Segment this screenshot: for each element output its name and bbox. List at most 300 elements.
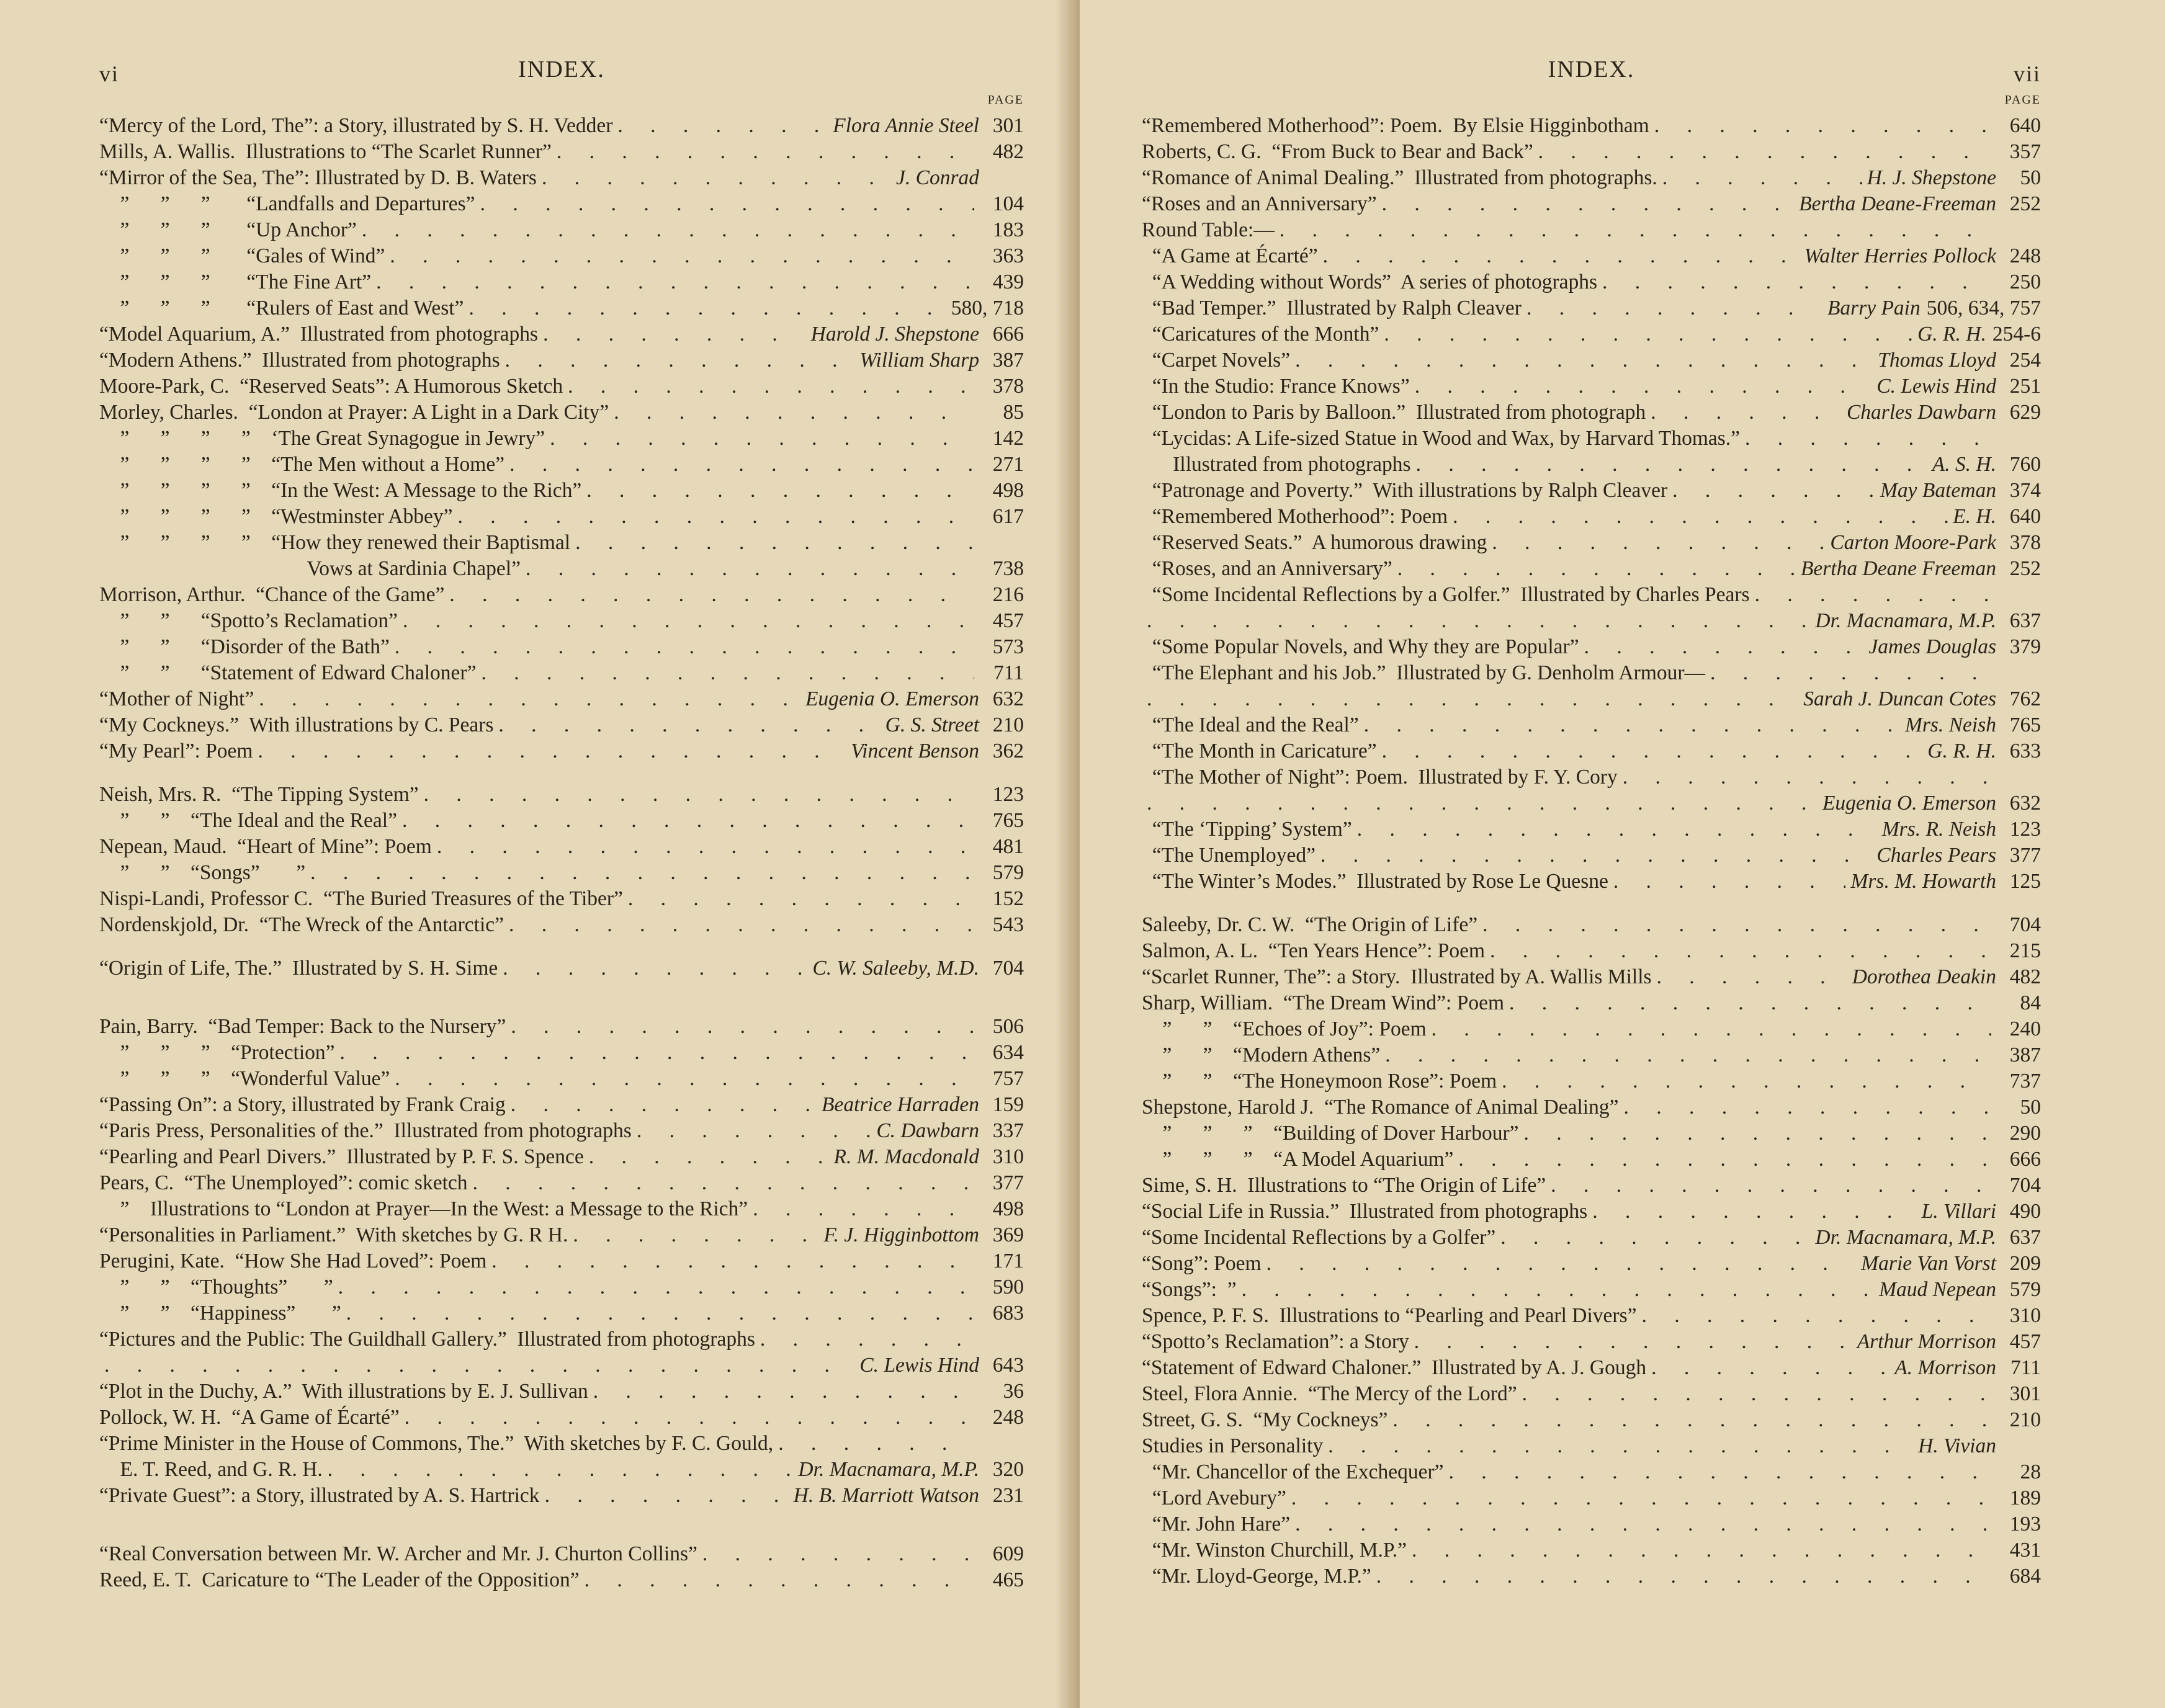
entry-title: Steel, Flora Annie. “The Mercy of the Lord” [1142, 1382, 1517, 1405]
entry-page-number: 711 [993, 661, 1024, 684]
entry-title: “Personalities in Parliament.” With sketches by G. R H. [99, 1223, 568, 1246]
index-entry [1142, 165, 2041, 191]
entry-author: Thomas Lloyd [1878, 349, 1996, 372]
index-entry [99, 321, 1024, 347]
page-folio: vi [99, 61, 120, 86]
section-gap [1142, 895, 2041, 912]
entry-title: “Passing On”: a Story, illustrated by Frank Craig [99, 1093, 506, 1116]
index-entry [99, 504, 1024, 530]
leader-dots [1745, 426, 1991, 452]
entry-title: “Model Aquarium, A.” Illustrated from photographs [99, 323, 539, 346]
entry-page-number: 506, 634, 757 [1926, 297, 2041, 320]
index-entry [99, 1170, 1024, 1196]
entry-page-number: 684 [2009, 1565, 2041, 1588]
entry-page-number: 362 [992, 740, 1024, 762]
entry-page-number: 193 [2009, 1513, 2041, 1536]
entry-page-number: 666 [992, 323, 1024, 346]
index-entry [99, 834, 1024, 860]
section-gap [99, 938, 1024, 955]
entry-page-number: 369 [992, 1223, 1024, 1246]
index-entry [99, 400, 1024, 426]
entry-title: “Pictures and the Public: The Guildhall Gallery.” Illustrated from photographs [99, 1328, 755, 1351]
index-entry [99, 738, 1024, 764]
entry-page-number: 632 [992, 687, 1024, 710]
entry-page-number: 337 [992, 1119, 1024, 1142]
index-entry [1142, 295, 2041, 321]
leader-dots [403, 608, 974, 634]
leader-dots [1651, 400, 1842, 426]
index-entry [99, 912, 1024, 938]
entry-title: ” ” ” ” ‘The Great Synagogue in Jewry” [99, 427, 545, 450]
entry-page-number: 252 [2009, 557, 2041, 580]
section-gap [99, 764, 1024, 782]
leader-dots [1492, 530, 1825, 556]
index-entry [1142, 582, 2041, 608]
leader-dots [1280, 217, 1991, 243]
entry-page-number: 183 [992, 218, 1024, 241]
entry-page-number: 171 [992, 1250, 1024, 1272]
index-entry [99, 243, 1024, 269]
entry-title: ” ” “The Honeymoon Rose”: Poem [1142, 1070, 1497, 1093]
entry-page-number: 737 [2009, 1070, 2041, 1093]
leader-dots [1357, 816, 1877, 843]
entry-page-number: 28 [2020, 1460, 2041, 1483]
entry-title: ” ” ” “The Fine Art” [99, 271, 372, 293]
index-entry [1142, 660, 2041, 686]
leader-dots [1432, 1016, 1991, 1042]
index-entry [1142, 1042, 2041, 1068]
leader-dots [481, 660, 974, 686]
index-entry [99, 634, 1024, 660]
entry-title: “Patronage and Poverty.” With illustrations by Ralph Cleaver [1142, 479, 1668, 502]
entry-title: “Origin of Life, The.” Illustrated by S. H. Sime [99, 957, 498, 980]
leader-dots [1482, 912, 1991, 938]
entry-page-number: 210 [2009, 1408, 2041, 1431]
index-entry [99, 530, 1024, 556]
entry-page-number: 457 [2009, 1330, 2041, 1353]
index-entry [99, 1274, 1024, 1300]
entry-title: “Carpet Novels” [1142, 349, 1291, 372]
entry-title: Moore-Park, C. “Reserved Seats”: A Humorous Sketch [99, 375, 563, 398]
leader-dots [338, 1274, 974, 1300]
entry-page-number: 482 [2009, 965, 2041, 988]
entry-title: “Paris Press, Personalities of the.” Illustrated from photographs [99, 1119, 632, 1142]
index-entry [99, 1541, 1024, 1567]
leader-dots [1523, 1120, 1991, 1147]
entry-page-number: 573 [992, 635, 1024, 658]
leader-dots [1382, 191, 1795, 217]
index-entry [99, 860, 1024, 886]
leader-dots [424, 782, 974, 808]
entry-title: Vows at Sardinia Chapel” [99, 557, 521, 580]
leader-dots [545, 1483, 789, 1509]
index-entry [99, 478, 1024, 504]
entry-title: “Statement of Edward Chaloner.” Illustrated by A. J. Gough [1142, 1356, 1647, 1379]
index-entry [1142, 1407, 2041, 1433]
entry-author: Carton Moore-Park [1830, 531, 1996, 554]
index-entry [99, 712, 1024, 738]
entry-title: Round Table:— [1142, 218, 1275, 241]
leader-dots [1458, 1147, 1991, 1173]
leader-dots [1672, 478, 1875, 504]
index-entry [99, 165, 1024, 191]
leader-dots [1242, 1277, 1875, 1303]
index-entry [1142, 1303, 2041, 1329]
entry-title: “Remembered Motherhood”: Poem [1142, 505, 1448, 528]
entry-title: “Romance of Animal Dealing.” Illustrated from photographs. [1142, 166, 1657, 189]
index-entry [1142, 1277, 2041, 1303]
index-entry [1142, 1173, 2041, 1199]
index-entry [99, 191, 1024, 217]
running-head [99, 56, 1024, 93]
leader-dots [1641, 1303, 1991, 1329]
entry-title: “Mr. Chancellor of the Exchequer” [1142, 1460, 1444, 1483]
index-entry [1142, 634, 2041, 660]
leader-dots [390, 243, 974, 269]
entry-page-number: 633 [2009, 740, 2041, 762]
entry-page-number: 704 [992, 957, 1024, 980]
index-entries [99, 113, 1024, 1593]
index-entry [1142, 1485, 2041, 1511]
entry-author: Vincent Benson [851, 740, 979, 762]
leader-dots [550, 426, 974, 452]
entry-title: “My Cockneys.” With illustrations by C. Pears [99, 713, 494, 736]
index-entry [1142, 1120, 2041, 1147]
index-entry [99, 1457, 1024, 1483]
leader-dots [1551, 1173, 1991, 1199]
entry-page-number: 123 [992, 783, 1024, 806]
entry-author: Mrs. R. Neish [1881, 818, 1996, 841]
entry-title: Neish, Mrs. R. “The Tipping System” [99, 783, 419, 806]
entry-title: “The Mother of Night”: Poem. Illustrated by F. Y. Cory [1142, 766, 1618, 789]
leader-dots [1416, 452, 1927, 478]
index-entry [1142, 478, 2041, 504]
leader-dots [585, 1567, 974, 1593]
leader-dots [395, 634, 974, 660]
entry-title: “Remembered Motherhood”: Poem. By Elsie Higginbotham [1142, 114, 1649, 137]
index-entries [1142, 113, 2041, 1590]
entry-page-number: 632 [2009, 792, 2041, 815]
entry-author: C. Lewis Hind [1876, 375, 1996, 398]
entry-title: Morley, Charles. “London at Prayer: A Light in a Dark City” [99, 401, 609, 424]
index-entry [1142, 243, 2041, 269]
entry-page-number: 310 [992, 1145, 1024, 1168]
entry-title: “Bad Temper.” Illustrated by Ralph Cleaver [1142, 297, 1522, 320]
page-column-label: PAGE [987, 93, 1024, 107]
leader-dots [1538, 139, 1991, 165]
entry-title: “The Month in Caricature” [1142, 740, 1377, 762]
leader-dots [328, 1457, 794, 1483]
leader-dots [259, 686, 800, 712]
entry-title: ” ” “The Ideal and the Real” [99, 809, 397, 832]
entry-author: William Sharp [859, 349, 979, 372]
index-entry [1142, 1016, 2041, 1042]
index-entry [99, 808, 1024, 834]
leader-dots [1414, 1329, 1852, 1355]
entry-title: “Reserved Seats.” A humorous drawing [1142, 531, 1487, 554]
index-entry [99, 1196, 1024, 1222]
entry-page-number: 84 [2020, 991, 2041, 1014]
entry-title: “Scarlet Runner, The”: a Story. Illustrated by A. Wallis Mills [1142, 965, 1652, 988]
leader-dots [557, 139, 974, 165]
entry-page-number: 762 [2009, 687, 2041, 710]
leader-dots [376, 269, 974, 295]
leader-dots [1147, 790, 1818, 816]
entry-page-number: 738 [992, 557, 1024, 580]
entry-page-number: 250 [2009, 271, 2041, 293]
entry-author: Harold J. Shepstone [810, 323, 979, 346]
entry-page-number: 85 [1003, 401, 1024, 424]
entry-page-number: 377 [2009, 844, 2041, 867]
entry-title: Shepstone, Harold J. “The Romance of Animal Dealing” [1142, 1096, 1619, 1119]
entry-author: Mrs. M. Howarth [1850, 870, 1996, 893]
entry-author: Dr. Macnamara, M.P. [798, 1458, 979, 1481]
entry-title: “Mr. Winston Churchill, M.P.” [1142, 1539, 1407, 1562]
entry-author: Beatrice Harraden [822, 1093, 979, 1116]
entry-page-number: 378 [2009, 531, 2041, 554]
entry-title: Street, G. S. “My Cockneys” [1142, 1408, 1388, 1431]
entry-title: ” ” ” “Protection” [99, 1041, 335, 1064]
leader-dots [1522, 1381, 1991, 1407]
entry-title: ” ” “Echoes of Joy”: Poem [1142, 1017, 1427, 1040]
leader-dots [1376, 1563, 1991, 1590]
leader-dots [340, 1040, 974, 1066]
leader-dots [1602, 269, 1991, 295]
entry-title: “Lycidas: A Life-sized Statue in Wood and Wax, by Harvard Thomas.” [1142, 427, 1741, 450]
entry-author: Walter Herries Pollock [1804, 244, 1996, 267]
leader-dots [1147, 608, 1810, 634]
leader-dots [568, 373, 974, 400]
entry-page-number: 320 [992, 1458, 1024, 1481]
entry-title: ” ” ” “Up Anchor” [99, 218, 357, 241]
entry-author: Eugenia O. Emerson [1822, 792, 1996, 815]
entry-title: “Lord Avebury” [1142, 1487, 1286, 1509]
entry-title: “Plot in the Duchy, A.” With illustrations by E. J. Sullivan [99, 1380, 588, 1403]
index-entry [99, 660, 1024, 686]
index-entry [99, 1222, 1024, 1248]
index-entry [1142, 1147, 2041, 1173]
entry-author: Eugenia O. Emerson [805, 687, 979, 710]
leader-dots [628, 886, 974, 912]
leader-dots [589, 1144, 829, 1170]
index-entry [1142, 1381, 2041, 1407]
entry-title: ” ” ” ” “Westminster Abbey” [99, 505, 453, 528]
entry-title: Studies in Personality [1142, 1434, 1324, 1457]
leader-dots [637, 1118, 872, 1144]
index-entry [99, 782, 1024, 808]
entry-title: Pears, C. “The Unemployed”: comic sketch [99, 1171, 468, 1194]
entry-page-number: 704 [2009, 913, 2041, 936]
entry-title: Morrison, Arthur. “Chance of the Game” [99, 583, 445, 606]
entry-title: Nispi-Landi, Professor C. “The Buried Treasures of the Tiber” [99, 887, 623, 910]
entry-page-number: 765 [992, 809, 1024, 832]
index-entry [1142, 1068, 2041, 1094]
entry-page-number: 439 [992, 271, 1024, 293]
entry-title: “My Pearl”: Poem [99, 740, 253, 762]
entry-page-number: 231 [992, 1484, 1024, 1507]
index-entry [99, 1405, 1024, 1431]
entry-title: ” ” ” “Gales of Wind” [99, 244, 385, 267]
leader-dots [614, 400, 974, 426]
entry-title: ” ” ” “Rulers of East and West” [99, 297, 464, 320]
leader-dots [1364, 712, 1900, 738]
entry-page-number: 609 [992, 1542, 1024, 1565]
index-entry [1142, 938, 2041, 964]
index-entry [99, 217, 1024, 243]
entry-page-number: 310 [2009, 1304, 2041, 1327]
leader-dots [542, 165, 891, 191]
entry-page-number: 431 [2009, 1539, 2041, 1562]
entry-page-number: 271 [992, 453, 1024, 476]
leader-dots [473, 1170, 974, 1196]
entry-author: Mrs. Neish [1904, 713, 1996, 736]
index-entry [1142, 990, 2041, 1016]
leader-dots [1613, 869, 1846, 895]
entry-title: Perugini, Kate. “How She Had Loved”: Poem [99, 1250, 487, 1272]
index-entry [1142, 452, 2041, 478]
leader-dots [1320, 843, 1871, 869]
right-page [1080, 0, 2165, 1708]
index-entry [99, 1248, 1024, 1274]
page-title: INDEX. [1548, 56, 1635, 83]
entry-title: ” ” “Happiness” ” [99, 1302, 341, 1325]
entry-page-number: 378 [992, 375, 1024, 398]
index-entry [99, 113, 1024, 139]
leader-dots [1147, 686, 1798, 712]
leader-dots [505, 347, 855, 373]
index-entry [99, 582, 1024, 608]
index-entry [1142, 816, 2041, 843]
leader-dots [1415, 373, 1872, 400]
entry-page-number: 290 [2009, 1122, 2041, 1145]
entry-page-number: 457 [992, 609, 1024, 632]
leader-dots [402, 808, 974, 834]
leader-dots [778, 1431, 974, 1457]
entry-author: Dr. Macnamara, M.P. [1815, 609, 1996, 632]
entry-page-number: 711 [2010, 1356, 2041, 1379]
entry-page-number: 142 [992, 427, 1024, 450]
entry-author: F. J. Higginbottom [823, 1223, 979, 1246]
entry-title: Roberts, C. G. “From Buck to Bear and Back” [1142, 140, 1533, 163]
leader-dots [395, 1066, 974, 1092]
entry-page-number: 254 [2009, 349, 2041, 372]
entry-title: Saleeby, Dr. C. W. “The Origin of Life” [1142, 913, 1478, 936]
leader-dots [1654, 113, 1991, 139]
leader-dots [1500, 1225, 1810, 1251]
entry-author: Sarah J. Duncan Cotes [1803, 687, 1996, 710]
leader-dots [480, 191, 974, 217]
leader-dots [449, 582, 974, 608]
entry-author: A. S. H. [1932, 453, 1996, 476]
leader-dots [1323, 243, 1800, 269]
entry-title: “The ‘Tipping’ System” [1142, 818, 1352, 841]
leader-dots [1509, 990, 1991, 1016]
leader-dots [1397, 556, 1796, 582]
entry-title: “A Game at Écarté” [1142, 244, 1318, 267]
leader-dots [593, 1379, 974, 1405]
entry-title: Nepean, Maud. “Heart of Mine”: Poem [99, 835, 432, 858]
entry-author: G. R. H. [1917, 323, 1986, 346]
leader-dots [1295, 1511, 1991, 1537]
index-entry [1142, 373, 2041, 400]
entry-page-number: 637 [2009, 609, 2041, 632]
entry-page-number: 579 [2009, 1278, 2041, 1301]
entry-page-number: 643 [992, 1354, 1024, 1377]
index-entry [1142, 790, 2041, 816]
index-entry [99, 1118, 1024, 1144]
entry-author: C. Lewis Hind [859, 1354, 979, 1377]
index-entry [1142, 1511, 2041, 1537]
index-entry [1142, 1225, 2041, 1251]
index-entry [1142, 321, 2041, 347]
entry-page-number: 240 [2009, 1017, 2041, 1040]
index-entry [1142, 764, 2041, 790]
leader-dots [1385, 1042, 1991, 1068]
index-entry [1142, 738, 2041, 764]
leader-dots [1662, 165, 1862, 191]
entry-page-number: 481 [992, 835, 1024, 858]
index-entry [1142, 964, 2041, 990]
entry-title: ” Illustrations to “London at Prayer—In the West: a Message to the Rich” [99, 1197, 748, 1220]
entry-title: “Mr. Lloyd-George, M.P.” [1142, 1565, 1371, 1588]
entry-page-number: 634 [992, 1041, 1024, 1064]
leader-dots [104, 1353, 854, 1379]
leader-dots [1392, 1407, 1991, 1433]
index-entry [99, 1300, 1024, 1326]
entry-title: “Songs”: ” [1142, 1278, 1237, 1301]
entry-title: Sharp, William. “The Dream Wind”: Poem [1142, 991, 1505, 1014]
index-entry [1142, 1563, 2041, 1590]
entry-author: Dorothea Deakin [1852, 965, 1996, 988]
index-entry [1142, 191, 2041, 217]
leader-dots [498, 712, 880, 738]
leader-dots [1384, 321, 1912, 347]
leader-dots [1295, 347, 1873, 373]
leader-dots [491, 1248, 974, 1274]
entry-title: ” ” ” “Landfalls and Departures” [99, 192, 475, 215]
entry-title: “Spotto’s Reclamation”: a Story [1142, 1330, 1409, 1353]
entry-title: Nordenskjold, Dr. “The Wreck of the Antarctic” [99, 913, 504, 936]
index-entry [99, 1379, 1024, 1405]
entry-page-number: 637 [2009, 1226, 2041, 1249]
entry-author: C. W. Saleeby, M.D. [812, 957, 979, 980]
leader-dots [753, 1196, 974, 1222]
entry-title: Illustrated from photographs [1142, 453, 1411, 476]
entry-page-number: 482 [992, 140, 1024, 163]
leader-dots [1584, 634, 1864, 660]
entry-page-number: 506 [992, 1015, 1024, 1038]
entry-page-number: 704 [2009, 1174, 2041, 1197]
entry-title: “Some Incidental Reflections by a Golfer.” Illustrated by Charles Pears [1142, 583, 1750, 606]
entry-author: R. M. Macdonald [833, 1145, 979, 1168]
index-entry [99, 1326, 1024, 1353]
entry-title: ” ” ” “A Model Aquarium” [1142, 1148, 1454, 1171]
entry-page-number: 377 [992, 1171, 1024, 1194]
entry-author: Flora Annie Steel [833, 114, 979, 137]
leader-dots [1328, 1433, 1913, 1459]
index-entry [99, 1567, 1024, 1593]
leader-dots [586, 478, 974, 504]
entry-author: May Bateman [1880, 479, 1996, 502]
entry-page-number: 490 [2009, 1200, 2041, 1223]
entry-page-number: 36 [1003, 1380, 1024, 1403]
leader-dots [1651, 1355, 1889, 1381]
entry-title: Reed, E. T. Caricature to “The Leader of the Opposition” [99, 1568, 580, 1591]
entry-title: “Some Popular Novels, and Why they are Popular” [1142, 635, 1579, 658]
entry-page-number: 590 [992, 1276, 1024, 1299]
index-entry [99, 373, 1024, 400]
entry-page-number: 251 [2009, 375, 2041, 398]
